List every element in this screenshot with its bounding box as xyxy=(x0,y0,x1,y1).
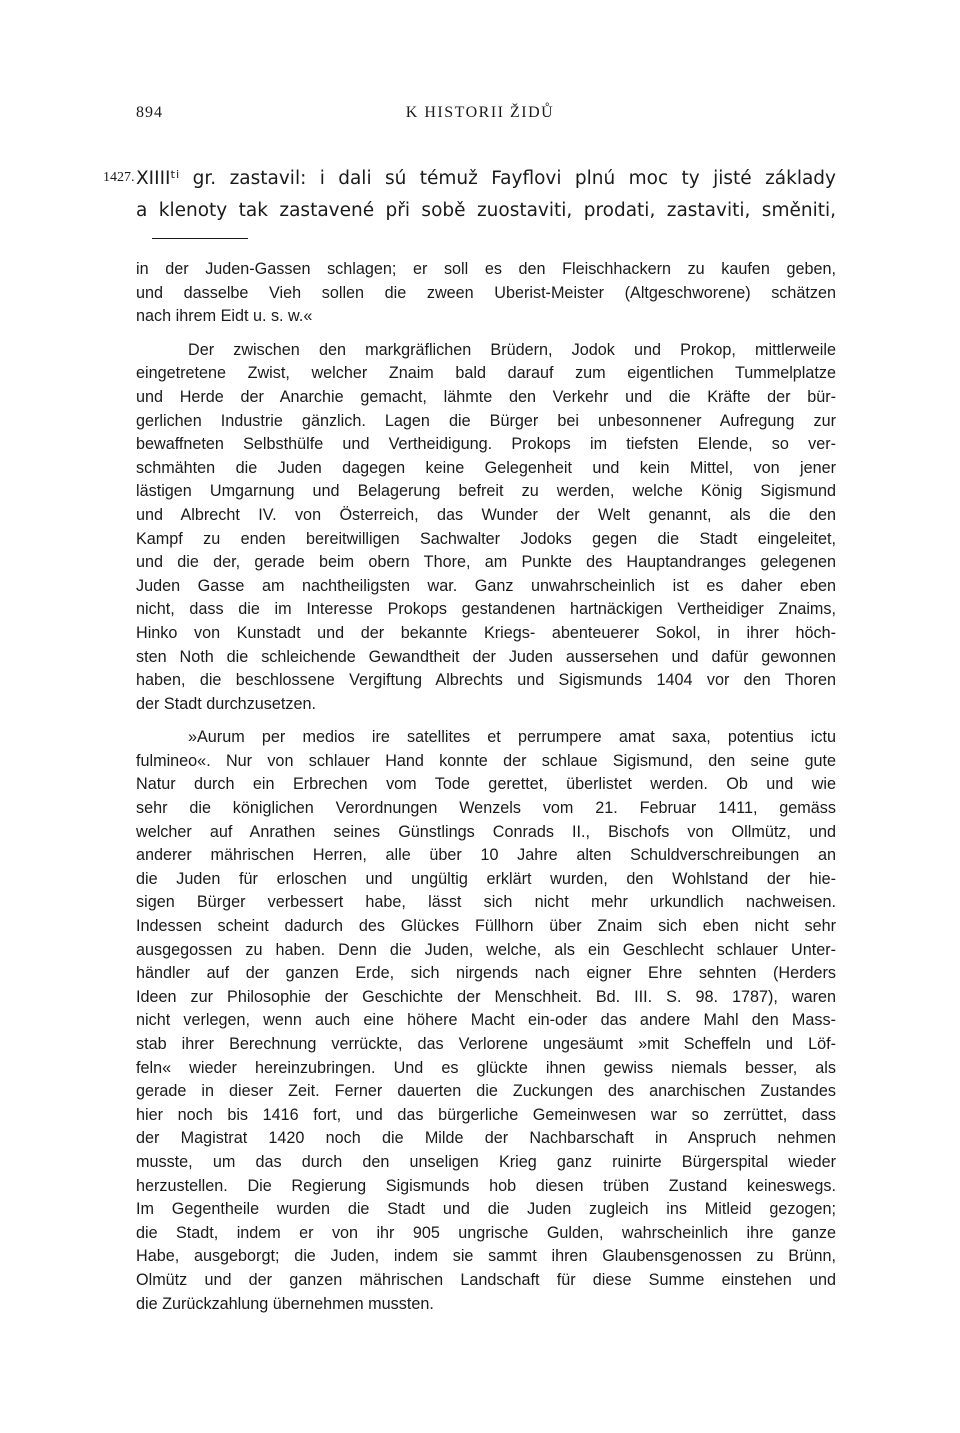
paragraph-1-line: und Albrecht IV. von Österreich, das Wunder der Welt genannt, als die den xyxy=(136,505,836,524)
paragraph-2-line: hier noch bis 1416 fort, und das bürgerliche Gemeinwesen war so zerrüttet, dass xyxy=(136,1105,836,1124)
paragraph-2-line: feln« wieder hereinzubringen. Und es glückte ihnen gewiss niemals besser, als xyxy=(136,1058,836,1077)
paragraph-2-line: händler auf der ganzen Erde, sich nirgends nach eigner Ehre sehnten (Herders xyxy=(136,964,836,983)
paragraph-1-line: und Herde der Anarchie gemacht, lähmte den Verkehr und die Kräfte der bür- xyxy=(136,387,836,406)
margin-year: 1427. xyxy=(103,170,135,185)
paragraph-2-line: sehr die königlichen Verordnungen Wenzels vom 21. Februar 1411, gemäss xyxy=(136,799,836,818)
paragraph-2-line: musste, um das durch den unseligen Krieg ganz ruinirte Bürgerspital wieder xyxy=(136,1152,836,1171)
paragraph-2-line: nicht verlegen, wenn auch eine höhere Macht ein-oder das andere Mahl den Mass- xyxy=(136,1011,836,1030)
paragraph-2-line: fulmineo«. Nur von schlauer Hand konnte der schlaue Sigismund, den seine gute xyxy=(136,751,836,770)
paragraph-1-line: gerlichen Industrie gänzlich. Lagen die Bürger bei unbesonnener Aufregung zur xyxy=(136,411,836,430)
paragraph-2-line: Natur durch ein Erbrechen vom Tode gerettet, überlistet werden. Ob und wie xyxy=(136,775,836,794)
paragraph-1-line: Kampf zu enden bereitwilligen Sachwalter Jodoks gegen die Stadt eingeleitet, xyxy=(136,529,836,548)
running-title: K HISTORII ŽIDŮ xyxy=(405,104,555,121)
quote-line: nach ihrem Eidt u. s. w.« xyxy=(136,307,313,326)
page-number: 894 xyxy=(136,104,163,121)
paragraph-2-line: stab ihrer Berechnung verrückte, das Verlorene ungesäumt »mit Scheffeln und Löf- xyxy=(136,1035,836,1053)
paragraph-1-line: bewaffneten Selbsthülfe und Vertheidigung. Prokops im tiefsten Elende, so ver- xyxy=(136,435,836,454)
paragraph-1-line: eingetretene Zwist, welcher Znaim bald darauf zum eigentlichen Tummelplatze xyxy=(136,364,836,383)
paragraph-2-line: herzustellen. Die Regierung Sigismunds hob diesen trüben Zustand keineswegs. xyxy=(136,1176,836,1195)
paragraph-2-line: welcher auf Anrathen seines Günstlings Conrads II., Bischofs von Ollmütz, und xyxy=(136,822,836,841)
quote-line: in der Juden-Gassen schlagen; er soll es den Fleischhackern zu kaufen geben, xyxy=(136,260,836,278)
paragraph-2-line: die Juden für erloschen und ungültig erklärt wurden, den Wohlstand der hie- xyxy=(136,869,836,888)
paragraph-1-line: und die der, gerade beim obern Thore, am Punkte des Hauptandranges gelegenen xyxy=(136,553,836,572)
paragraph-2-line: ausgegossen zu haben. Denn die Juden, welche, als ein Geschlecht schlauer Unter- xyxy=(136,940,836,959)
paragraph-1-line: Der zwischen den markgräflichen Brüdern, Jodok und Prokop, mittlerweile xyxy=(188,340,836,359)
paragraph-2-line: sigen Bürger verbessert habe, lässt sich nicht mehr urkundlich nachweisen. xyxy=(136,893,836,912)
paragraph-2-line: Im Gegentheile wurden die Stadt und die Juden zugleich ins Mitleid gezogen; xyxy=(136,1200,836,1219)
separator-rule xyxy=(152,238,248,239)
czech-line: a klenoty tak zastavené při sobě zuostaviti, prodati, zastaviti, směniti, xyxy=(136,200,836,221)
quote-line: und dasselbe Vieh sollen die zween Uberist-Meister (Altgeschworene) schätzen xyxy=(136,283,836,302)
paragraph-2-line: »Aurum per medios ire satellites et perrumpere amat saxa, potentius ictu xyxy=(188,728,836,747)
paragraph-1-line: der Stadt durchzusetzen. xyxy=(136,694,316,713)
paragraph-2-line: anderer mährischen Herren, alle über 10 Jahre alten Schuldverschreibungen an xyxy=(136,846,836,865)
paragraph-2-line: der Magistrat 1420 noch die Milde der Nachbarschaft in Anspruch nehmen xyxy=(136,1129,836,1148)
paragraph-2-line: Indessen scheint dadurch des Glückes Füllhorn über Znaim sich eben nicht sehr xyxy=(136,917,836,936)
paragraph-2-line: Habe, ausgeborgt; die Juden, indem sie sammt ihren Glaubensgenossen zu Brünn, xyxy=(136,1247,836,1266)
paragraph-2-line: gerade in dieser Zeit. Ferner dauerten die Zuckungen des anarchischen Zustandes xyxy=(136,1082,836,1101)
paragraph-2-line: Ideen zur Philosophie der Geschichte der Menschheit. Bd. III. S. 98. 1787), waren xyxy=(136,987,836,1006)
paragraph-1-line: lästigen Umgarnung und Belagerung befreit zu werden, welche König Sigismund xyxy=(136,482,836,501)
paragraph-2-line: die Zurückzahlung übernehmen mussten. xyxy=(136,1294,434,1313)
paragraph-1-line: Juden Gasse am nachtheiligsten war. Ganz unwahrscheinlich ist es daher eben xyxy=(136,576,836,595)
paragraph-1-line: haben, die beschlossene Vergiftung Albrechts und Sigismunds 1404 vor den Thoren xyxy=(136,671,836,690)
paragraph-1-line: nicht, dass die im Interesse Prokops gestandenen hartnäckigen Vertheidiger Znaims, xyxy=(136,600,836,619)
paragraph-1-line: Hinko von Kunstadt und der bekannte Kriegs- abenteuerer Sokol, in ihrer höch- xyxy=(136,623,836,642)
paragraph-2-line: die Stadt, indem er von ihr 905 ungrische Gulden, wahrscheinlich ihre ganze xyxy=(136,1223,836,1242)
paragraph-2-line: Olmütz und der ganzen mährischen Landschaft für diese Summe einstehen und xyxy=(136,1270,836,1289)
czech-line: XIIIIᵗⁱ gr. zastavil: i dali sú témuž Fayflovi plnú moc ty jisté základy xyxy=(136,168,836,189)
paragraph-1-line: schmähten die Juden dagegen keine Gelegenheit und kein Mittel, von jener xyxy=(136,458,836,477)
german-text-block xyxy=(136,258,836,1316)
czech-text-block xyxy=(136,163,836,227)
paragraph-1-line: sten Noth die schleichende Gewandtheit der Juden aussersehen und dafür gewonnen xyxy=(136,647,836,666)
